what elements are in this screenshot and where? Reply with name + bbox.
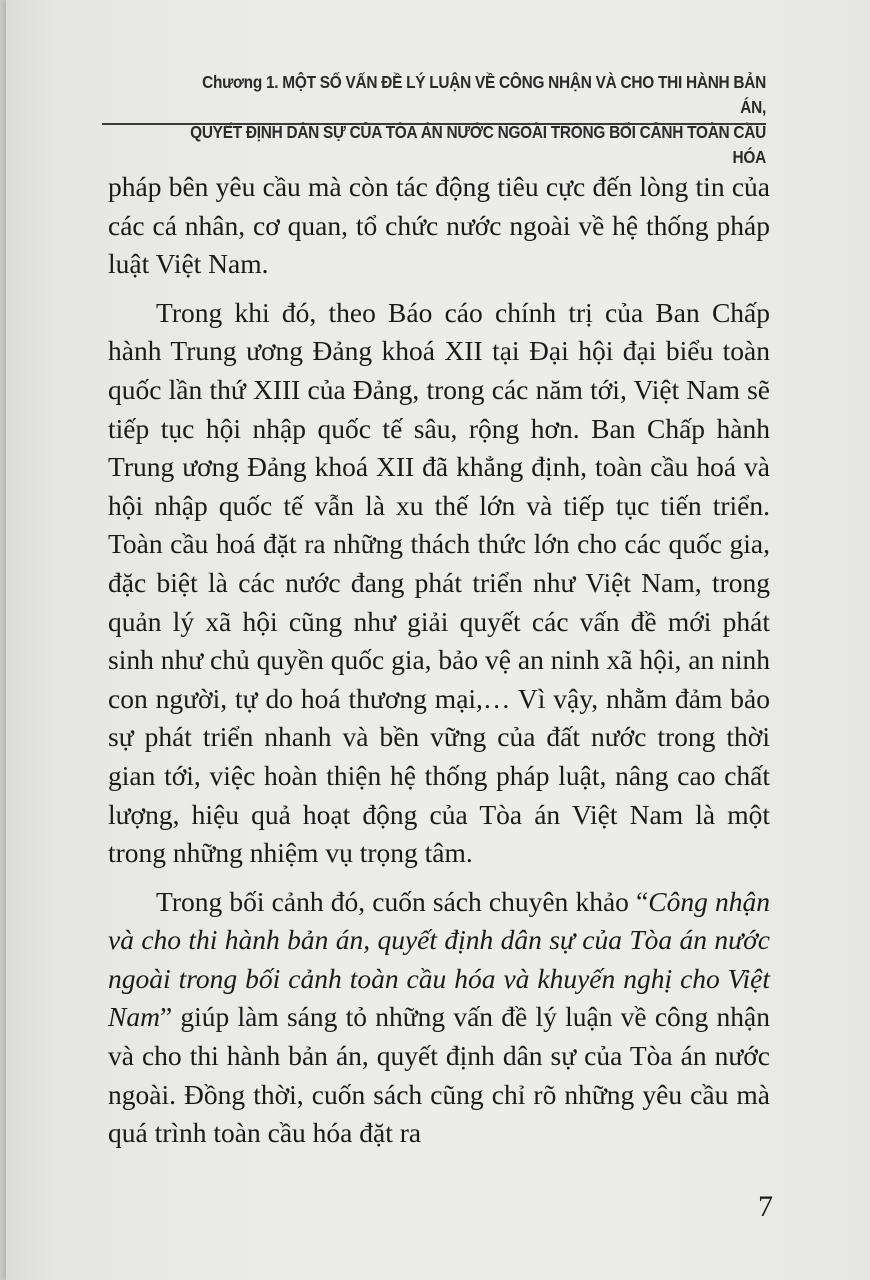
body-text	[108, 168, 770, 1153]
header-divider	[102, 123, 766, 125]
book-page	[6, 0, 870, 1280]
paragraph-3-rest: ” giúp làm sáng tỏ những vấn đề lý luận về công nhận và cho thi hành bản án, quyết định dân sự của Tòa án nước ngoài. Đồng thời, cuốn sách cũng chỉ rõ những yêu cầu mà quá trình toàn cầu hóa đặt ra	[108, 1001, 770, 1149]
header-line-1: Chương 1. MỘT SỐ VẤN ĐỀ LÝ LUẬN VỀ CÔNG NHẬN VÀ CHO THI HÀNH BẢN ÁN,	[202, 72, 767, 117]
paragraph-3-intro: Trong bối cảnh đó, cuốn sách chuyên khảo “	[156, 885, 649, 917]
running-header	[176, 70, 766, 170]
book-title: Công nhận và cho thi hành bản án, quyết định dân sự của Tòa án nước ngoài trong bối cảnh toàn cầu hóa và khuyến nghị cho Việt Nam	[108, 885, 771, 1033]
paragraph-1: pháp bên yêu cầu mà còn tác động tiêu cực đến lòng tin của các cá nhân, cơ quan, tổ chức nước ngoài về hệ thống pháp luật Việt Nam.	[108, 171, 770, 280]
header-line-2: QUYẾT ĐỊNH DÂN SỰ CỦA TÒA ÁN NƯỚC NGOÀI TRONG BỐI CẢNH TOÀN CẦU HÓA	[190, 122, 767, 167]
paragraph-3	[108, 883, 770, 1153]
page-number: 7	[758, 1190, 773, 1223]
paragraph-2: Trong khi đó, theo Báo cáo chính trị của Ban Chấp hành Trung ương Đảng khoá XII tại Đại hội đại biểu toàn quốc lần thứ XIII của Đảng, trong các năm tới, Việt Nam sẽ tiếp tục hội nhập quốc tế sâu, rộng hơn. Ban Chấp hành Trung ương Đảng khoá XII đã khẳng định, toàn cầu hoá và hội nhập quốc tế vẫn là xu thế lớn và tiếp tục tiến triển. Toàn cầu hoá đặt ra những thách thức lớn cho các quốc gia, đặc biệt là các nước đang phát triển như Việt Nam, trong quản lý xã hội cũng như giải quyết các vấn đề mới phát sinh như chủ quyền quốc gia, bảo vệ an ninh xã hội, an ninh con người, tự do hoá thương mại,… Vì vậy, nhằm đảm bảo sự phát triển nhanh và bền vững của đất nước trong thời gian tới, việc hoàn thiện hệ thống pháp luật, nâng cao chất lượng, hiệu quả hoạt động của Tòa án Việt Nam là một trong những nhiệm vụ trọng tâm.	[108, 296, 770, 869]
